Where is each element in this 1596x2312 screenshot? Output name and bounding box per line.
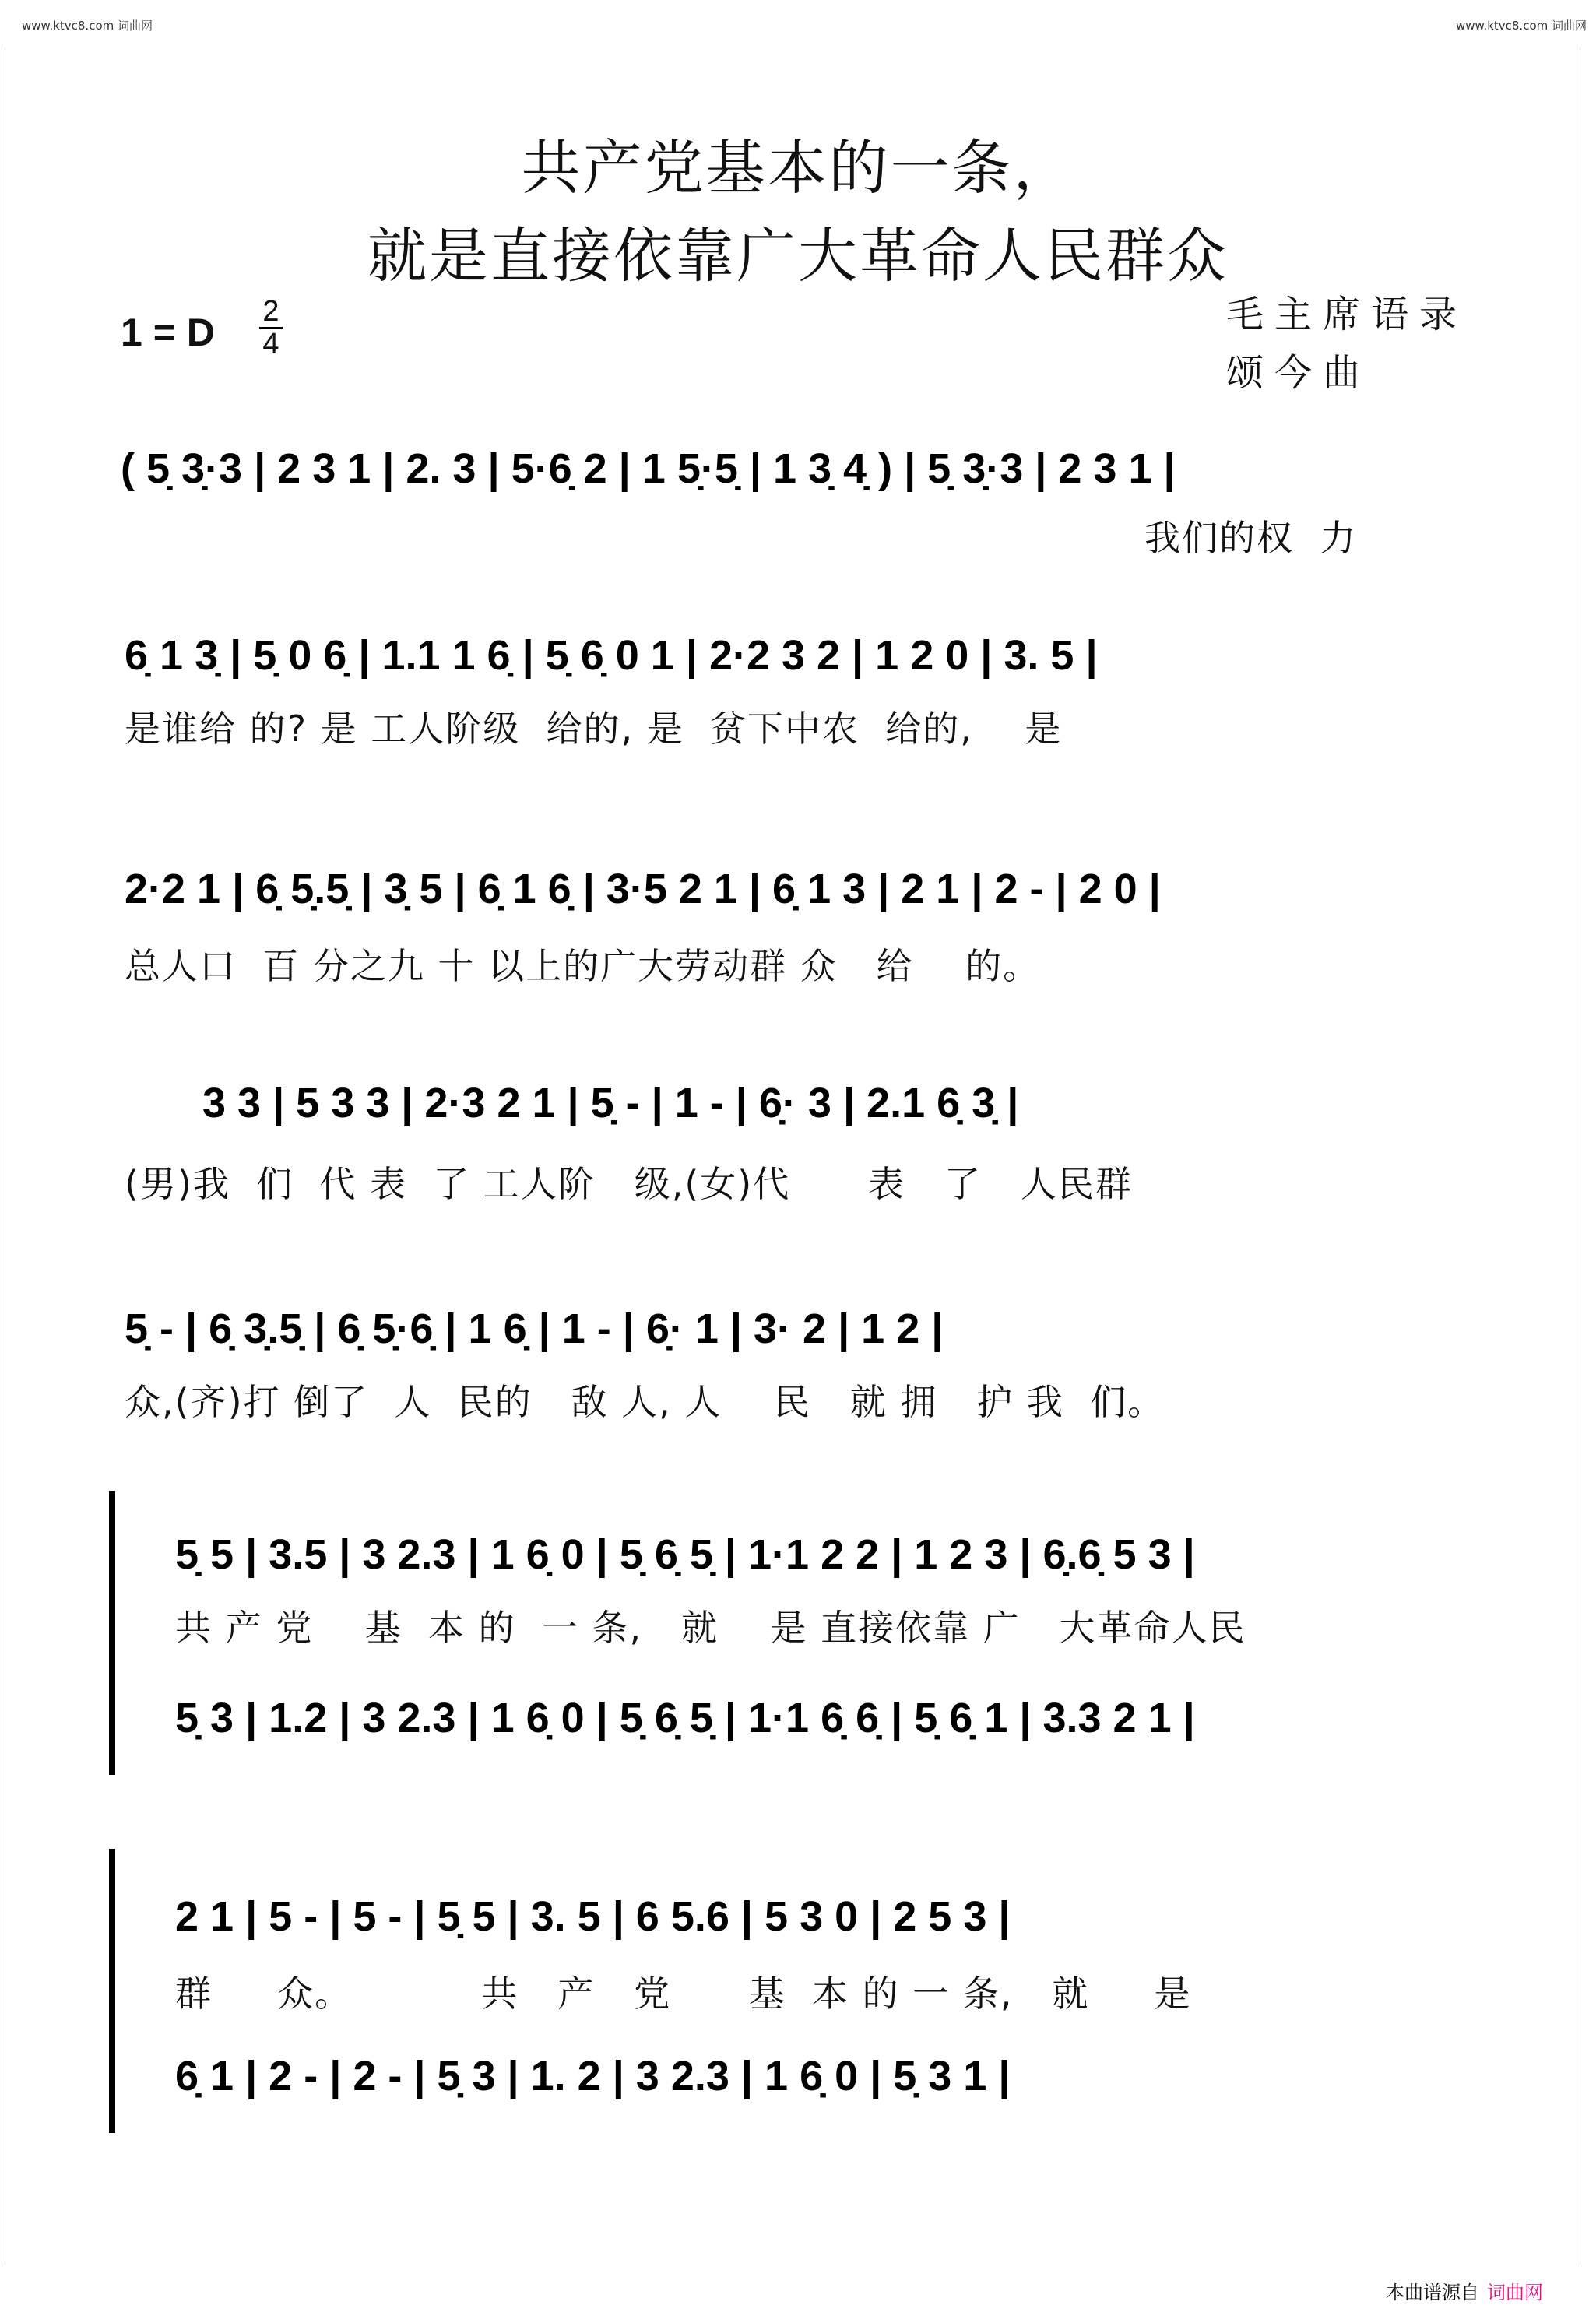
- notes-line-2: 6̣ 1 3̣ | 5̣ 0 6̣ | 1.1 1 6̣ | 5̣ 6̣ 0 1 | 2·2 3 2 | 1 2 0 | 3. 5 |: [125, 632, 1098, 679]
- notes-line-5: 5̣ - | 6̣ 3̣.5̣ | 6̣ 5̣·6̣ | 1 6̣ | 1 - | 6̣· 1 | 3· 2 | 1 2 |: [125, 1305, 944, 1352]
- notes-line-3: 2·2 1 | 6̣ 5̣.5̣ | 3̣ 5 | 6̣ 1 6̣ | 3·5 2 1 | 6̣ 1 3 | 2 1 | 2 - | 2 0 |: [125, 866, 1161, 912]
- lyrics-line-2: 是谁给 的? 是 工人阶级 给的, 是 贫下中农 给的, 是: [125, 708, 1063, 750]
- header-site-right: www.ktvc8.com 词曲网: [1456, 19, 1587, 33]
- footer-site-link[interactable]: 词曲网: [1487, 2282, 1543, 2303]
- lyrics-line-4: (男)我 们 代 表 了 工人阶 级,(女)代 表 了 人民群: [125, 1163, 1133, 1205]
- lyrics-line-8: 群 众。 共 产 党 基 本 的 一 条, 就 是: [175, 1973, 1192, 2015]
- title-line-2: 就是直接依靠广大革命人民群众: [367, 221, 1229, 290]
- music-credit: 颂今曲: [1226, 351, 1372, 395]
- notes-line-7: 5̣ 3 | 1.2 | 3 2.3 | 1 6̣ 0 | 5̣ 6̣ 5̣ | 1·1 6̣ 6̣ | 5̣ 6̣ 1 | 3.3 2 1 |: [175, 1695, 1195, 1741]
- time-signature: [259, 296, 283, 360]
- notes-line-1: ( 5̣ 3̣·3 | 2 3 1 | 2. 3 | 5·6̣ 2 | 1 5̣·5̣ | 1 3̣ 4̣ ) | 5̣ 3̣·3 | 2 3 1 |: [121, 445, 1176, 492]
- footer-source-text: 本曲谱源自: [1386, 2282, 1479, 2303]
- notes-line-8: 2 1 | 5 - | 5 - | 5̣ 5 | 3. 5 | 6 5.6 | 5 3 0 | 2 5 3 |: [175, 1893, 1011, 1940]
- notes-line-4: 3 3 | 5 3 3 | 2·3 2 1 | 5̣ - | 1 - | 6̣· 3 | 2.1 6̣ 3̣ |: [202, 1080, 1019, 1126]
- lyrics-credit: 毛主席语录: [1226, 293, 1468, 336]
- lyrics-line-1: 我们的权 力: [1144, 517, 1358, 559]
- lyrics-line-5: 众,(齐)打 倒了 人 民的 敌 人, 人 民 就 拥 护 我 们。: [125, 1381, 1165, 1423]
- staff-svg-7: [0, 1685, 1596, 1779]
- time-denominator: 4: [262, 328, 279, 360]
- time-numerator: 2: [262, 295, 279, 328]
- lyrics-line-3: 总人口 百 分之九 十 以上的广大劳动群 众 给 的。: [125, 945, 1041, 987]
- key-signature: 1 = D: [121, 311, 215, 354]
- footer-source: [1386, 2277, 1543, 2304]
- staff-svg-9: [0, 2043, 1596, 2137]
- lyrics-line-6: 共 产 党 基 本 的 一 条, 就 是 直接依靠 广 大革命人民: [175, 1607, 1246, 1649]
- title-line-1: 共产党基本的一条，: [521, 133, 1075, 202]
- header-site-left: www.ktvc8.com 词曲网: [22, 19, 153, 33]
- notes-line-6: 5̣ 5 | 3.5 | 3 2.3 | 1 6̣ 0 | 5̣ 6̣ 5̣ | 1·1 2 2 | 1 2 3 | 6̣.6̣ 5 3 |: [175, 1531, 1195, 1578]
- notes-line-9: 6̣ 1 | 2 - | 2 - | 5̣ 3 | 1. 2 | 3 2.3 | 1 6̣ 0 | 5̣ 3 1 |: [175, 2053, 1011, 2099]
